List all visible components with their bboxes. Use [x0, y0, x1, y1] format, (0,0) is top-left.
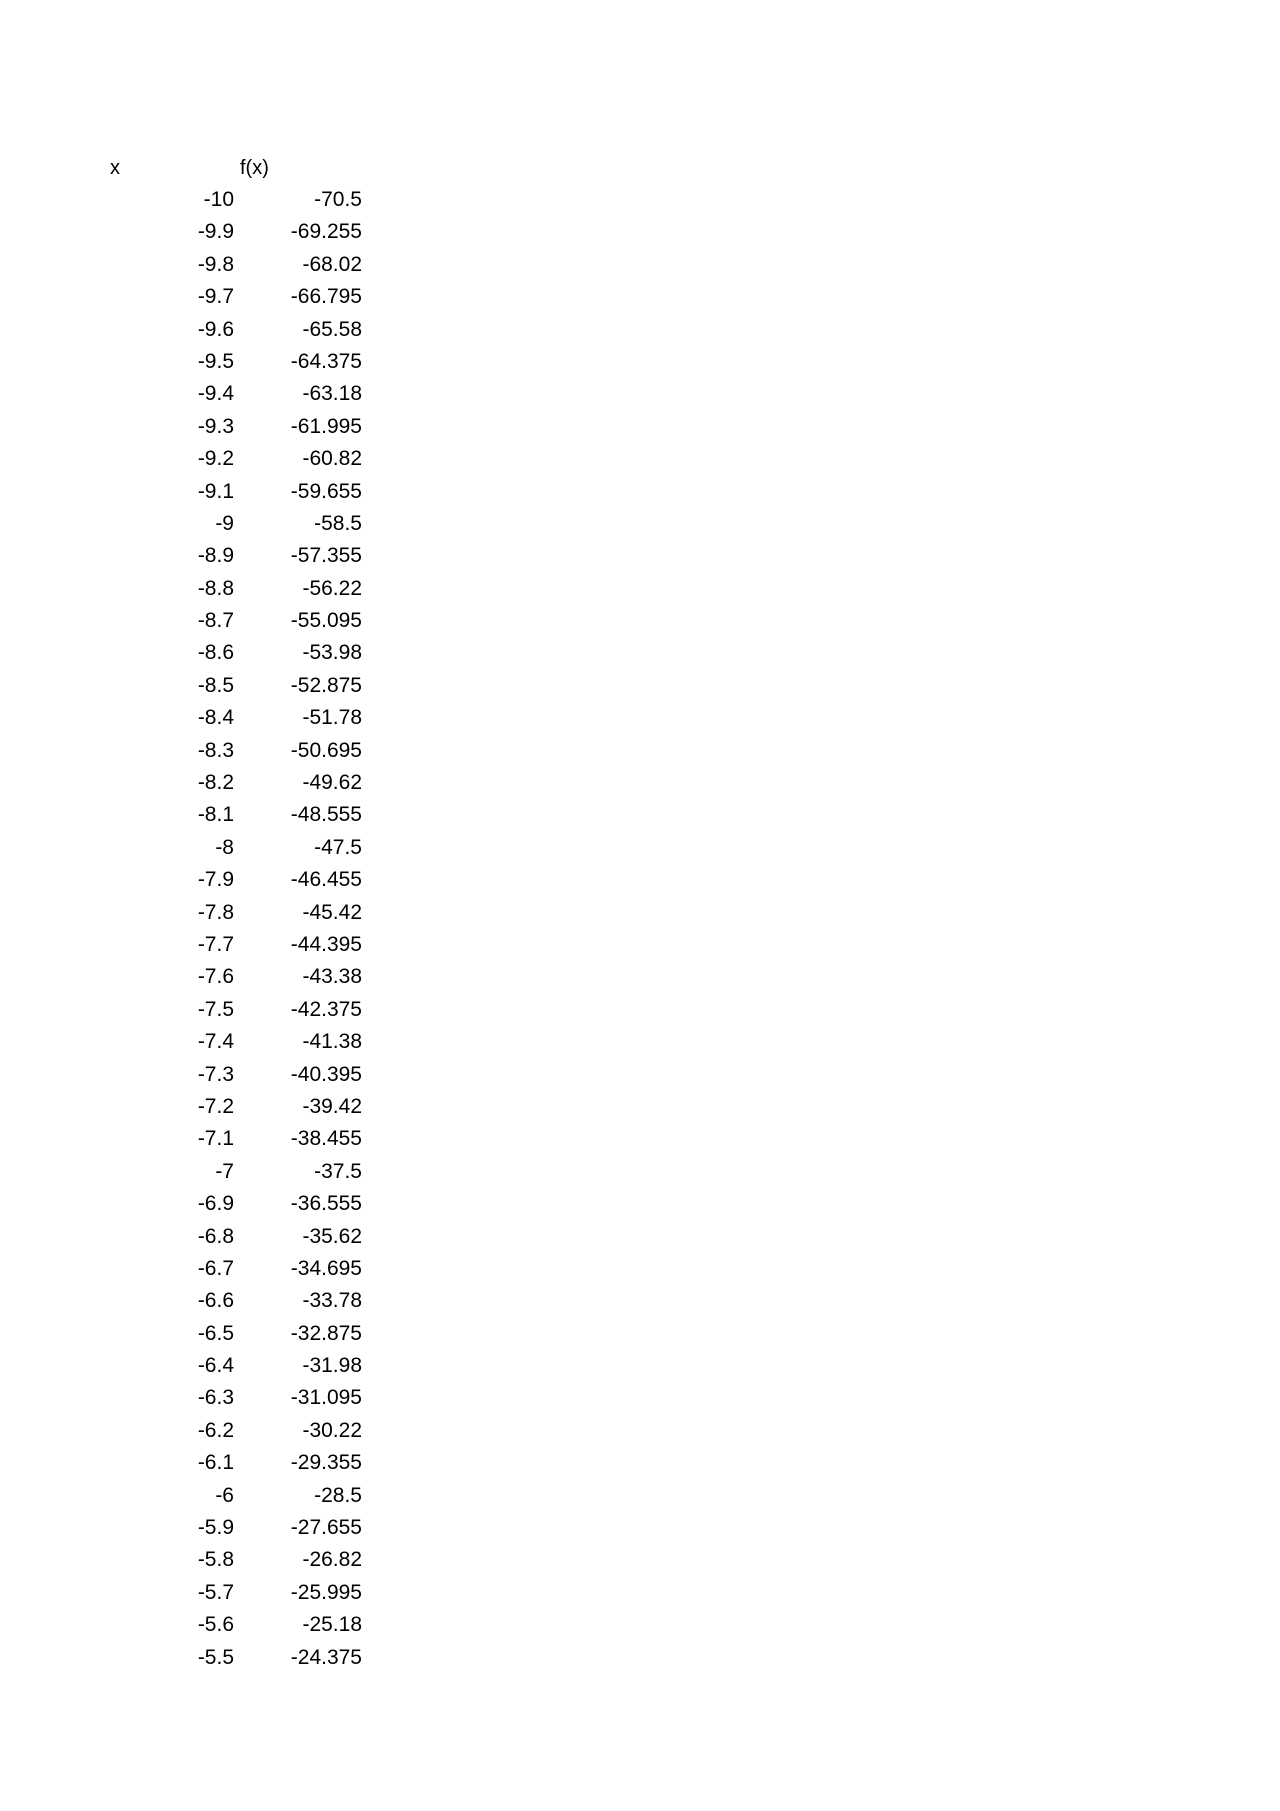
table-row [0, 994, 1280, 1026]
table-row [0, 1642, 1280, 1674]
table-row [0, 1091, 1280, 1123]
cell-x-value: -8.1 [197, 803, 234, 827]
cell-fx-value: -41.38 [302, 1030, 362, 1054]
cell-x-value: -5.6 [197, 1613, 234, 1637]
table-row [0, 1609, 1280, 1641]
cell-x-value: -7.1 [197, 1127, 234, 1151]
cell-fx-value: -26.82 [302, 1548, 362, 1572]
cell-fx-value: -31.98 [302, 1354, 362, 1378]
cell-fx-value: -52.875 [290, 673, 362, 697]
table-row [0, 1285, 1280, 1317]
cell-fx-value: -64.375 [290, 349, 362, 373]
cell-fx-value: -55.095 [290, 609, 362, 633]
cell-fx-value: -50.695 [290, 738, 362, 762]
cell-x-value: -6.1 [197, 1451, 234, 1475]
cell-fx-value: -36.555 [290, 1192, 362, 1216]
table-row [0, 1188, 1280, 1220]
cell-fx-value: -68.02 [302, 252, 362, 276]
cell-fx-value: -25.995 [290, 1580, 362, 1604]
cell-x-value: -7.2 [197, 1094, 234, 1118]
cell-fx-value: -35.62 [302, 1224, 362, 1248]
table-row [0, 1480, 1280, 1512]
cell-x-value: -7.5 [197, 997, 234, 1021]
table-row [0, 1415, 1280, 1447]
table-row [0, 832, 1280, 864]
cell-fx-value: -30.22 [302, 1418, 362, 1442]
table-row [0, 476, 1280, 508]
table-row [0, 961, 1280, 993]
cell-x-value: -5.5 [197, 1645, 234, 1669]
cell-fx-value: -31.095 [290, 1386, 362, 1410]
cell-x-value: -9.1 [197, 479, 234, 503]
cell-x-value: -7.7 [197, 932, 234, 956]
cell-fx-value: -27.655 [290, 1516, 362, 1540]
column-header-x: x [110, 157, 120, 179]
cell-x-value: -8.8 [197, 576, 234, 600]
cell-x-value: -9.9 [197, 220, 234, 244]
cell-x-value: -8.6 [197, 641, 234, 665]
cell-fx-value: -29.355 [290, 1451, 362, 1475]
table-row [0, 799, 1280, 831]
cell-fx-value: -65.58 [302, 317, 362, 341]
table-row [0, 1577, 1280, 1609]
cell-x-value: -8.7 [197, 609, 234, 633]
table-row [0, 864, 1280, 896]
cell-x-value: -7.3 [197, 1062, 234, 1086]
cell-fx-value: -53.98 [302, 641, 362, 665]
cell-x-value: -9.7 [197, 285, 234, 309]
table-row [0, 184, 1280, 216]
cell-fx-value: -48.555 [290, 803, 362, 827]
cell-x-value: -7 [215, 1159, 234, 1183]
cell-x-value: -6.7 [197, 1256, 234, 1280]
cell-fx-value: -25.18 [302, 1613, 362, 1637]
cell-fx-value: -61.995 [290, 414, 362, 438]
table-row [0, 540, 1280, 572]
table-row [0, 702, 1280, 734]
table-header-row [0, 152, 1280, 184]
table-row [0, 735, 1280, 767]
table-row [0, 670, 1280, 702]
table-row [0, 1026, 1280, 1058]
table-row [0, 1318, 1280, 1350]
cell-x-value: -6.4 [197, 1354, 234, 1378]
table-row [0, 1059, 1280, 1091]
cell-fx-value: -45.42 [302, 900, 362, 924]
cell-x-value: -6.8 [197, 1224, 234, 1248]
table-row [0, 1253, 1280, 1285]
cell-x-value: -8.2 [197, 771, 234, 795]
cell-x-value: -8.5 [197, 673, 234, 697]
cell-fx-value: -49.62 [302, 771, 362, 795]
table-row [0, 346, 1280, 378]
cell-x-value: -7.8 [197, 900, 234, 924]
table-row [0, 637, 1280, 669]
cell-fx-value: -37.5 [314, 1159, 362, 1183]
cell-x-value: -8.9 [197, 544, 234, 568]
cell-fx-value: -33.78 [302, 1289, 362, 1313]
cell-fx-value: -70.5 [314, 188, 362, 211]
cell-x-value: -6.6 [197, 1289, 234, 1313]
table-row [0, 1544, 1280, 1576]
cell-x-value: -6.5 [197, 1321, 234, 1345]
cell-x-value: -8 [215, 835, 234, 859]
cell-fx-value: -28.5 [314, 1483, 362, 1507]
cell-x-value: -9.4 [197, 382, 234, 406]
cell-fx-value: -46.455 [290, 868, 362, 892]
table-row [0, 1382, 1280, 1414]
cell-x-value: -6.2 [197, 1418, 234, 1442]
table-row [0, 411, 1280, 443]
cell-x-value: -7.9 [197, 868, 234, 892]
table-row [0, 378, 1280, 410]
table-row [0, 249, 1280, 281]
cell-x-value: -6.9 [197, 1192, 234, 1216]
cell-x-value: -7.4 [197, 1030, 234, 1054]
table-row [0, 1156, 1280, 1188]
table-row [0, 1221, 1280, 1253]
table-row [0, 1512, 1280, 1544]
cell-fx-value: -38.455 [290, 1127, 362, 1151]
cell-x-value: -9.8 [197, 252, 234, 276]
cell-fx-value: -63.18 [302, 382, 362, 406]
table-row [0, 1123, 1280, 1155]
table-row [0, 1350, 1280, 1382]
cell-x-value: -5.8 [197, 1548, 234, 1572]
cell-x-value: -9.2 [197, 447, 234, 471]
column-header-fx: f(x) [240, 157, 269, 179]
cell-x-value: -9.6 [197, 317, 234, 341]
table-row [0, 605, 1280, 637]
cell-x-value: -8.3 [197, 738, 234, 762]
cell-fx-value: -69.255 [290, 220, 362, 244]
cell-x-value: -10 [203, 188, 234, 211]
table-row [0, 897, 1280, 929]
cell-x-value: -5.7 [197, 1580, 234, 1604]
cell-fx-value: -34.695 [290, 1256, 362, 1280]
cell-fx-value: -51.78 [302, 706, 362, 730]
table-body [0, 184, 1280, 1674]
cell-fx-value: -44.395 [290, 932, 362, 956]
table-row [0, 508, 1280, 540]
cell-x-value: -6.3 [197, 1386, 234, 1410]
table-row [0, 573, 1280, 605]
cell-fx-value: -32.875 [290, 1321, 362, 1345]
cell-fx-value: -57.355 [290, 544, 362, 568]
table-row [0, 281, 1280, 313]
table-row [0, 314, 1280, 346]
cell-x-value: -8.4 [197, 706, 234, 730]
cell-x-value: -6 [215, 1483, 234, 1507]
cell-x-value: -9.3 [197, 414, 234, 438]
cell-x-value: -5.9 [197, 1516, 234, 1540]
table-row [0, 216, 1280, 248]
cell-fx-value: -39.42 [302, 1094, 362, 1118]
cell-fx-value: -58.5 [314, 511, 362, 535]
cell-fx-value: -40.395 [290, 1062, 362, 1086]
cell-fx-value: -59.655 [290, 479, 362, 503]
table-row [0, 443, 1280, 475]
cell-x-value: -9 [215, 511, 234, 535]
cell-fx-value: -60.82 [302, 447, 362, 471]
cell-fx-value: -56.22 [302, 576, 362, 600]
cell-x-value: -9.5 [197, 349, 234, 373]
cell-fx-value: -66.795 [290, 285, 362, 309]
cell-x-value: -7.6 [197, 965, 234, 989]
cell-fx-value: -47.5 [314, 835, 362, 859]
cell-fx-value: -24.375 [290, 1645, 362, 1669]
table-row [0, 767, 1280, 799]
cell-fx-value: -43.38 [302, 965, 362, 989]
cell-fx-value: -42.375 [290, 997, 362, 1021]
table-row [0, 929, 1280, 961]
table-row [0, 1447, 1280, 1479]
